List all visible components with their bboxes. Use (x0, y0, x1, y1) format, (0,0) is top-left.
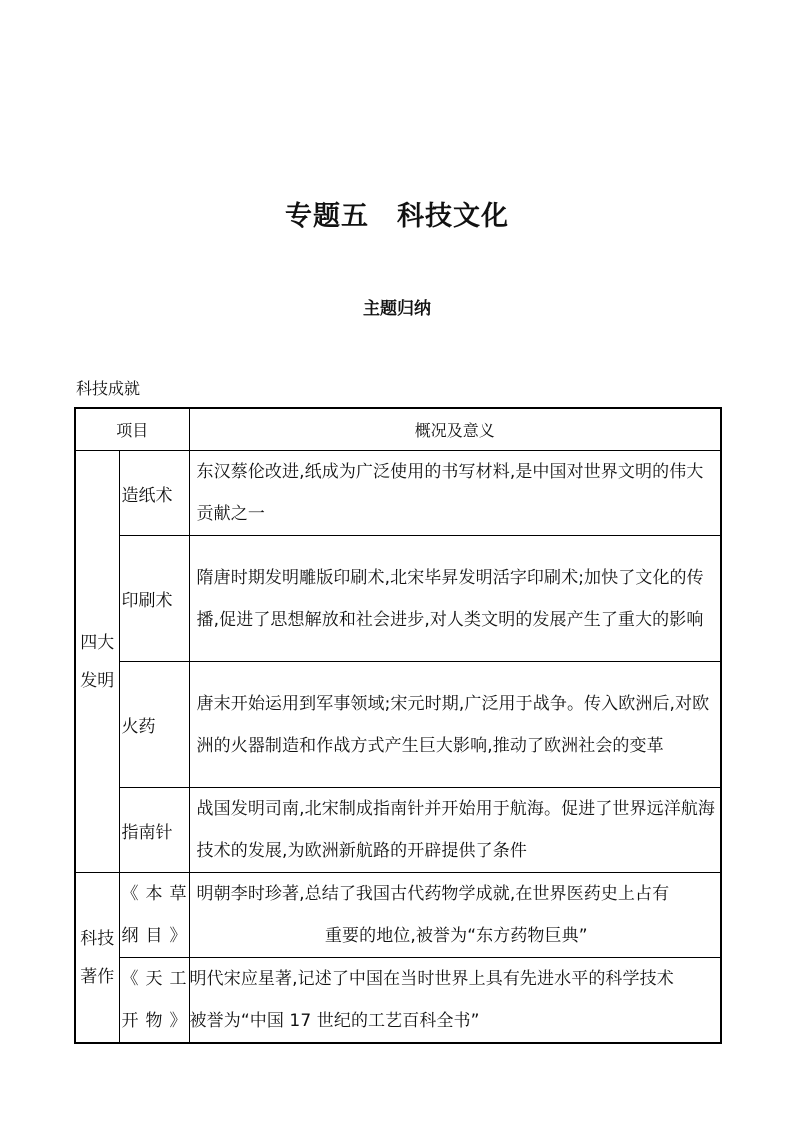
item-name: 印刷术 (119, 536, 189, 662)
table-row (75, 451, 721, 536)
table-row (75, 536, 721, 662)
item-description: 唐末开始运用到军事领域;宋元时期,广泛用于战争。传入欧洲后,对欧洲的火器制造和作战方式产生巨大影响,推动了欧洲社会的变革 (189, 662, 721, 788)
table-row (75, 873, 721, 958)
item-name: 火药 (119, 662, 189, 788)
header-item: 项目 (75, 408, 189, 451)
table-row (75, 788, 721, 873)
item-name: 造纸术 (119, 451, 189, 536)
group-scientific-works: 科技著作 (75, 873, 119, 1044)
book-name: 《本草纲目》 (119, 873, 189, 958)
table-caption: 科技成就 (76, 379, 141, 398)
item-description (189, 958, 721, 1044)
item-description (189, 873, 721, 958)
table-header-row (75, 408, 721, 451)
page-title: 专题五 科技文化 (285, 201, 509, 232)
book-name: 《天工开物》 (119, 958, 189, 1044)
description-line: 明代宋应星著,记述了中国在当时世界上具有先进水平的科学技术 (189, 969, 674, 989)
item-description: 隋唐时期发明雕版印刷术,北宋毕昇发明活字印刷术;加快了文化的传播,促进了思想解放和社会进步,对人类文明的发展产生了重大的影响 (189, 536, 721, 662)
achievements-table (74, 407, 722, 1044)
table-row (75, 958, 721, 1044)
description-line: 明朝李时珍著,总结了我国古代药物学成就,在世界医药史上占有 (196, 884, 670, 904)
description-line: 被誉为“中国 17 世纪的工艺百科全书” (189, 1011, 480, 1031)
item-name: 指南针 (119, 788, 189, 873)
description-line: 重要的地位,被誉为“东方药物巨典” (324, 926, 588, 946)
item-description: 战国发明司南,北宋制成指南针并开始用于航海。促进了世界远洋航海技术的发展,为欧洲新航路的开辟提供了条件 (189, 788, 721, 873)
table-row (75, 662, 721, 788)
item-description: 东汉蔡伦改进,纸成为广泛使用的书写材料,是中国对世界文明的伟大贡献之一 (189, 451, 721, 536)
group-four-inventions: 四大发明 (75, 451, 119, 873)
header-overview: 概况及意义 (189, 408, 721, 451)
section-heading: 主题归纳 (363, 299, 431, 319)
